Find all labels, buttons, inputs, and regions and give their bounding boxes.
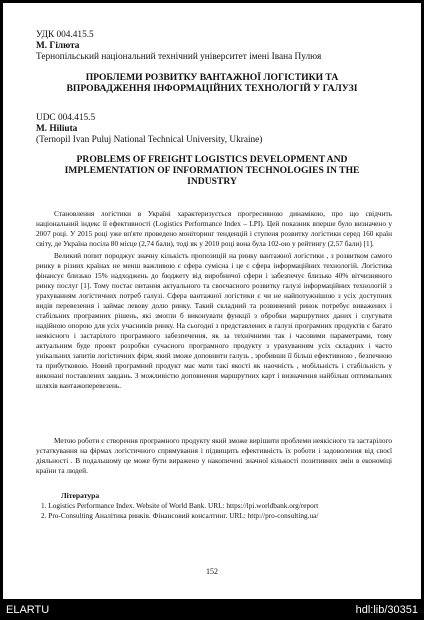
title-ua-line: ВПРОВАДЖЕННЯ ІНФОРМАЦІЙНИХ ТЕХНОЛОГІЙ У ГАЛУЗІ (66, 83, 358, 94)
reference-item: 1. Logistics Performance Index. Website of World Bank. URL: https://lpi.worldbank.org/report (41, 501, 319, 510)
page-number: 152 (206, 567, 218, 576)
title-en-line: INDUSTRY (187, 176, 237, 187)
reference-list (41, 501, 391, 521)
title-en (23, 154, 401, 187)
paper-page (3, 3, 421, 599)
paragraph-3: Метою роботи є створення програмного продукту який зможе вирішити проблеми неякісного та застарілого устаткування на фірмах логістичного спрямування і підвищить ефективність їх роботи і задоволення від своєї діяльності . В подальшому це може бути виражено у накопичені значної кількості позитивних змін в економіці країни та людей. (36, 436, 392, 475)
paragraph-1: Становлення логістики в Україні характеризується прогресивною динамікою, про що свідчить національний індекс її ефективності (Logistics Performance Index – LPI). Цей показник вперше було визначено у 2007 році. У 2015 році уже вп'яте проведено моніторинг тенденцій і ступеня розвитку логістики серед 160 країн світу, де Україна посіла 80 місце (2,74 бали), тоді як у 2010 році вона була 102-ою у рейтингу (2,57 бали) [1]. (36, 209, 392, 248)
title-ua (23, 72, 401, 94)
title-en-line: PROBLEMS OF FREIGHT LOGISTICS DEVELOPMENT AND (76, 154, 348, 165)
footer-repository-label: ELARTU (6, 603, 50, 616)
udc-en: UDC 004.415.5 (36, 113, 96, 123)
title-ua-line: ПРОБЛЕМИ РОЗВИТКУ ВАНТАЖНОЇ ЛОГІСТИКИ ТА (85, 72, 339, 83)
footer-handle-link[interactable]: hdl:lib/30351 (355, 603, 418, 616)
affiliation-en: (Ternopil Ivan Puluj National Technical University, Ukraine) (36, 135, 263, 145)
author-en: M. Hiliuta (36, 124, 78, 134)
title-en-line: IMPLEMENTATION OF INFORMATION TECHNOLOGIES IN THE (64, 165, 360, 176)
udc-ua: УДК 004.415.5 (36, 30, 94, 40)
footer-bar (0, 599, 424, 620)
reference-item: 2. Pro-Consulting Аналітика ринків. Фінансовий консалтинг. URL: http://pro-consulting.ua/ (41, 511, 319, 520)
affiliation-ua: Тернопільський національний технічний університет імені Івана Пулюя (36, 52, 322, 62)
literature-heading: Література (61, 491, 100, 500)
paragraph-2: Великий попит породжує значну кількість пропозицій на ринку вантажної логістики , з розвитком самого ринку в різних країнах не менш важливою є сфера сумісна і це є сфера інформаційних технологій. Логістика фінансує близько 15% надходжень до бюджету від виробничої сфери і забезпечує близько 40% вітчизняного ринку послуг [1]. Тому постає питання актуального та своєчасного розвитку галузі інформаційних технологій з урахуванням логістичних потреб галузі. Сфера вантажної логістики є чи не найпотужнішою з усіх доступних видів перевезення і займає левову долю ринку. Такий складний та розвинений ринок потребує виважених і стабільних програмних рішень, які змогли б виконувати функції з обробки маршрутних даних і слугувати надійною опорою для усіх учасників ринку. На сьогодні з представлених в галузі програмних продуктів є багато неякісного і застарілого програмного забезпечення, як за технічними так і часовими параметрами, тому актуальним буде проект розробки сучасного програмного продукту з урахуванням усіх складних і часто унікальних запитів логістичних фірм, який зможе доповнити галузь , зробивши її більш ефективною , безпечною та прибутковою. Новий програмний продукт має мати такі якості як наочність , мобільність і стабільність у виконані поставлених завдань. З можливістю доповнення маршрутних карт і визначення найбільш оптимальних шляхів вантажоперевезень. (36, 251, 392, 390)
author-ua: М. Гілюта (36, 41, 80, 51)
